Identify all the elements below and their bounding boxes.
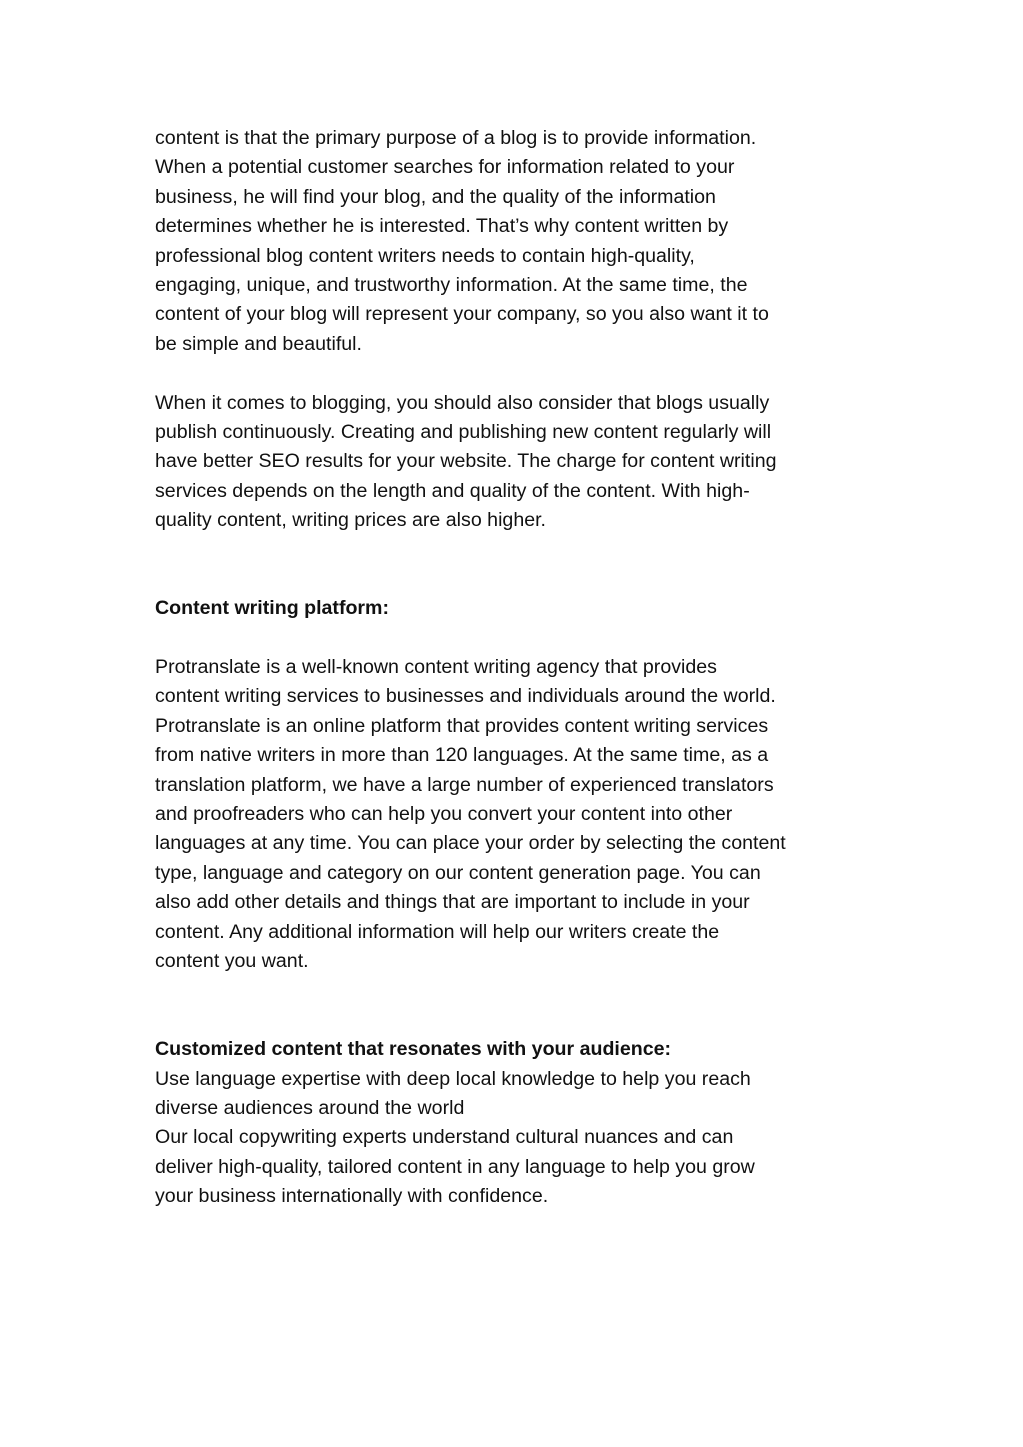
text-line: Use language expertise with deep local knowledge to help you reach (155, 1067, 751, 1090)
text-line: content of your blog will represent your company, so you also want it to (155, 303, 769, 326)
text-line: your business internationally with confidence. (155, 1185, 549, 1208)
text-line: have better SEO results for your website. The charge for content writing (155, 450, 777, 473)
paragraph-blog-purpose (155, 124, 885, 359)
text-line: publish continuously. Creating and publishing new content regularly will (155, 420, 772, 443)
text-line: engaging, unique, and trustworthy information. At the same time, the (155, 273, 748, 296)
document-body (155, 124, 885, 1211)
text-line: services depends on the length and quality of the content. With high- (155, 479, 750, 502)
text-line: When a potential customer searches for information related to your (155, 156, 735, 179)
text-line: languages at any time. You can place your order by selecting the content (155, 832, 786, 855)
text-line: When it comes to blogging, you should also consider that blogs usually (155, 391, 770, 414)
text-line: be simple and beautiful. (155, 332, 362, 355)
text-line: business, he will find your blog, and the quality of the information (155, 185, 716, 208)
text-line: Our local copywriting experts understand cultural nuances and can (155, 1126, 734, 1149)
text-line: translation platform, we have a large number of experienced translators (155, 773, 774, 796)
text-line: professional blog content writers needs to contain high-quality, (155, 244, 695, 267)
text-line: from native writers in more than 120 languages. At the same time, as a (155, 744, 769, 767)
text-line: diverse audiences around the world (155, 1096, 465, 1119)
text-line: content. Any additional information will help our writers create the (155, 920, 720, 943)
text-line: Protranslate is a well-known content writing agency that provides (155, 656, 717, 679)
paragraph-customized-content (155, 1065, 885, 1212)
text-line: content is that the primary purpose of a blog is to provide information. (155, 127, 757, 149)
text-line: type, language and category on our content generation page. You can (155, 861, 761, 884)
text-line: and proofreaders who can help you convert your content into other (155, 803, 733, 825)
text-line: determines whether he is interested. That’s why content written by (155, 215, 729, 238)
text-line: content you want. (155, 949, 309, 972)
heading-customized-content: Customized content that resonates with your audience: (155, 1038, 672, 1061)
heading-content-writing-platform: Content writing platform: (155, 597, 390, 620)
text-line: quality content, writing prices are also higher. (155, 509, 546, 532)
text-line: also add other details and things that are important to include in your (155, 891, 750, 914)
paragraph-protranslate (155, 653, 885, 976)
paragraph-blogging (155, 389, 885, 536)
text-line: Protranslate is an online platform that provides content writing services (155, 714, 769, 737)
text-line: content writing services to businesses and individuals around the world. (155, 685, 776, 708)
text-line: deliver high-quality, tailored content in any language to help you grow (155, 1155, 755, 1178)
